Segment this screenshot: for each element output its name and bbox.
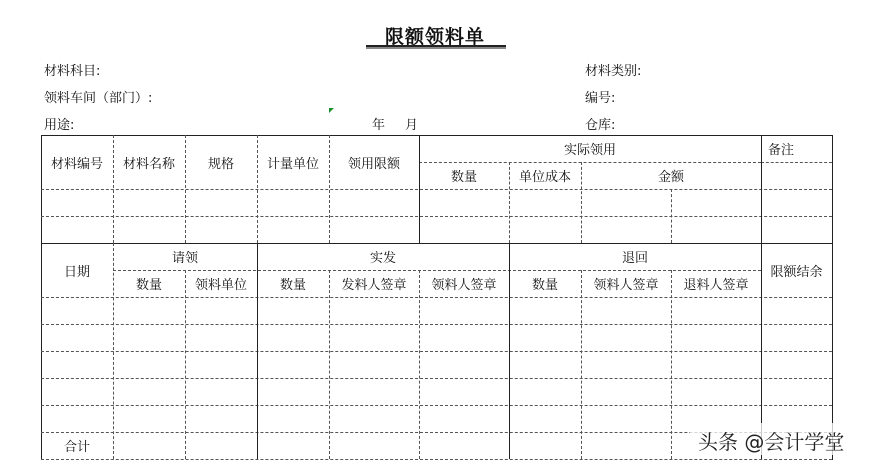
header-amount: 金额 xyxy=(657,170,684,185)
watermark-text: 头条 @会计学堂 xyxy=(698,430,845,454)
warehouse-label: 仓库: xyxy=(585,118,616,133)
header-material-name: 材料名称 xyxy=(122,156,175,172)
header-spec: 规格 xyxy=(207,156,234,172)
total-row-label: 合计 xyxy=(63,440,90,455)
material-subject-label: 材料科目: xyxy=(44,64,101,79)
month-label: 月 xyxy=(405,118,419,133)
header-material-code: 材料编号 xyxy=(50,156,103,172)
year-label: 年 xyxy=(372,118,386,133)
form-title: 限额领料单 xyxy=(384,26,485,48)
header-return-receiver-seal: 领料人签章 xyxy=(593,278,659,293)
material-category-label: 材料类别: xyxy=(585,64,642,79)
cell-comment-marker xyxy=(329,108,334,113)
header-request-dept: 领料单位 xyxy=(194,278,247,293)
header-issue: 实发 xyxy=(369,251,396,266)
header-return: 退回 xyxy=(621,251,648,266)
header-actual-use: 实际领用 xyxy=(563,143,616,158)
header-remark: 备注 xyxy=(767,143,794,158)
header-issuer-seal: 发料人签章 xyxy=(341,278,407,293)
title-underline xyxy=(366,45,506,47)
workshop-label: 领料车间（部门）: xyxy=(44,91,153,106)
header-date: 日期 xyxy=(63,264,90,280)
header-receiver-seal: 领料人签章 xyxy=(431,278,497,293)
header-limit: 领用限额 xyxy=(347,156,400,172)
header-request-quantity: 数量 xyxy=(135,278,162,293)
header-limit-balance: 限额结余 xyxy=(770,264,823,280)
header-actual-quantity: 数量 xyxy=(450,170,477,185)
header-request: 请领 xyxy=(171,251,198,266)
header-returner-seal: 退料人签章 xyxy=(683,278,749,293)
header-unit-cost: 单位成本 xyxy=(518,170,571,185)
header-unit: 计量单位 xyxy=(266,156,319,172)
header-issue-quantity: 数量 xyxy=(279,278,306,293)
purpose-label: 用途: xyxy=(44,118,75,133)
number-label: 编号: xyxy=(585,91,616,106)
header-return-quantity: 数量 xyxy=(531,278,558,293)
